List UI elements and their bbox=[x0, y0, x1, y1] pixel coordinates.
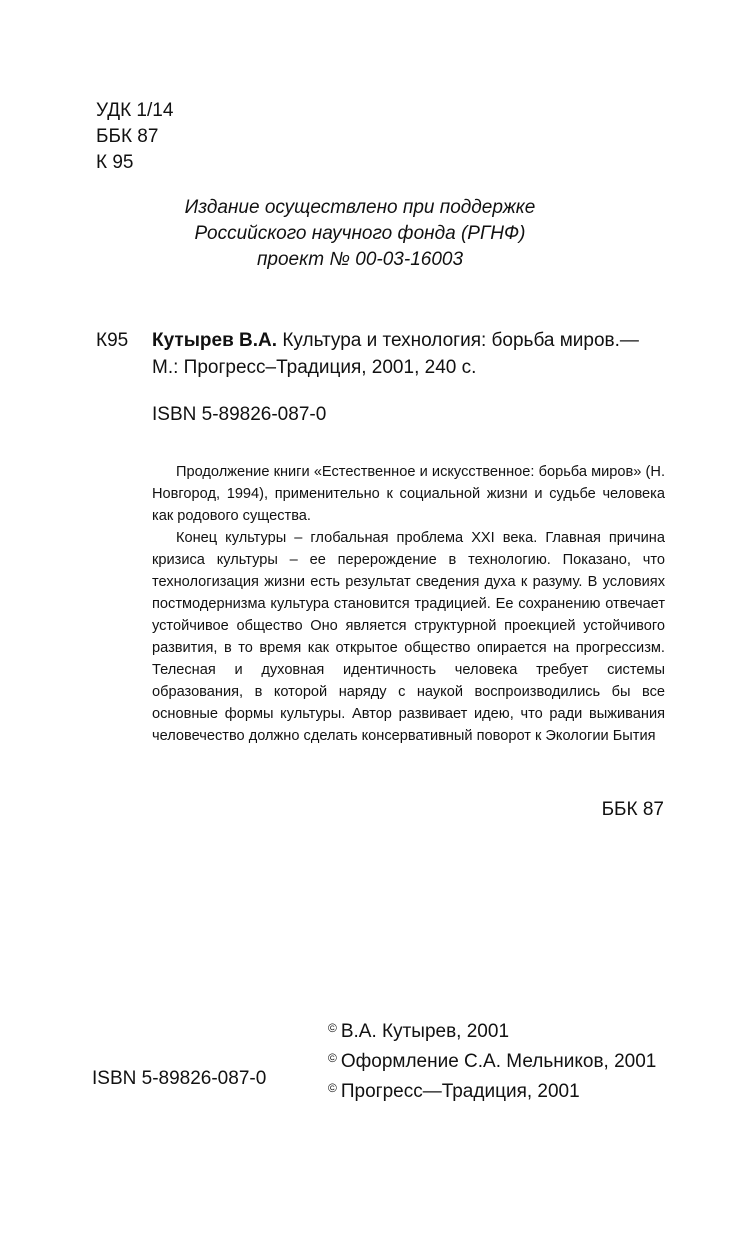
support-note-line-1: Издание осуществлено при поддержке bbox=[184, 197, 536, 218]
copyright-block bbox=[328, 1015, 656, 1105]
copyright-symbol: © bbox=[328, 1021, 337, 1035]
copyright-line bbox=[328, 1075, 656, 1105]
catalog-author: Кутырев В.А. bbox=[152, 330, 278, 351]
copyright-publisher: Прогресс—Традиция, 2001 bbox=[340, 1081, 580, 1102]
bibliographic-record bbox=[152, 327, 672, 381]
support-note bbox=[150, 195, 570, 273]
copyright-author: В.А. Кутырев, 2001 bbox=[340, 1021, 510, 1042]
catalog-title: Культура и технология: борьба миров.— bbox=[282, 330, 639, 351]
isbn-record: ISBN 5-89826-087-0 bbox=[152, 404, 327, 425]
copyright-design: Оформление С.А. Мельников, 2001 bbox=[340, 1051, 657, 1072]
copyright-line bbox=[328, 1015, 656, 1045]
abstract bbox=[152, 461, 665, 747]
abstract-paragraph-1: Продолжение книги «Естественное и искусственное: борьба миров» (Н. Новгород, 1994), применительно к социальной жизни и судьбе человека как родового существа. bbox=[152, 464, 665, 524]
support-note-line-2: Российского научного фонда (РГНФ) bbox=[194, 223, 526, 244]
isbn-bottom: ISBN 5-89826-087-0 bbox=[92, 1068, 267, 1089]
bibliographic-title-line bbox=[152, 327, 672, 354]
bbk-code: ББК 87 bbox=[96, 126, 159, 147]
classification-block bbox=[96, 98, 173, 176]
udk-code: УДК 1/14 bbox=[96, 100, 174, 121]
catalog-code: К95 bbox=[96, 330, 129, 351]
copyright-symbol: © bbox=[328, 1081, 337, 1095]
copyright-line bbox=[328, 1045, 656, 1075]
bbk-bottom: ББК 87 bbox=[601, 799, 664, 820]
support-note-line-3: проект № 00-03-16003 bbox=[256, 249, 464, 270]
abstract-paragraph-2: Конец культуры – глобальная проблема XXI века. Главная причина кризиса культуры – ее перерождение в технологию. Показано, что технологизация жизни есть результат сведения духа к разуму. В условиях постмодернизма культура становится традицией. Ее сохранению отвечает устойчивое общество Оно является структурной проекцией устойчивого развития, в то время как открытое общество опирается на прогрессизм. Телесная и духовная идентичность человека требует системы образования, в которой наряду с наукой воспроизводились бы все основные формы культуры. Автор развивает идею, что ради выживания человечество должно сделать консервативный поворот к Экологии Бытия bbox=[152, 530, 665, 744]
author-mark: К 95 bbox=[96, 152, 134, 173]
catalog-imprint: М.: Прогресс–Традиция, 2001, 240 с. bbox=[152, 357, 477, 378]
copyright-symbol: © bbox=[328, 1051, 337, 1065]
